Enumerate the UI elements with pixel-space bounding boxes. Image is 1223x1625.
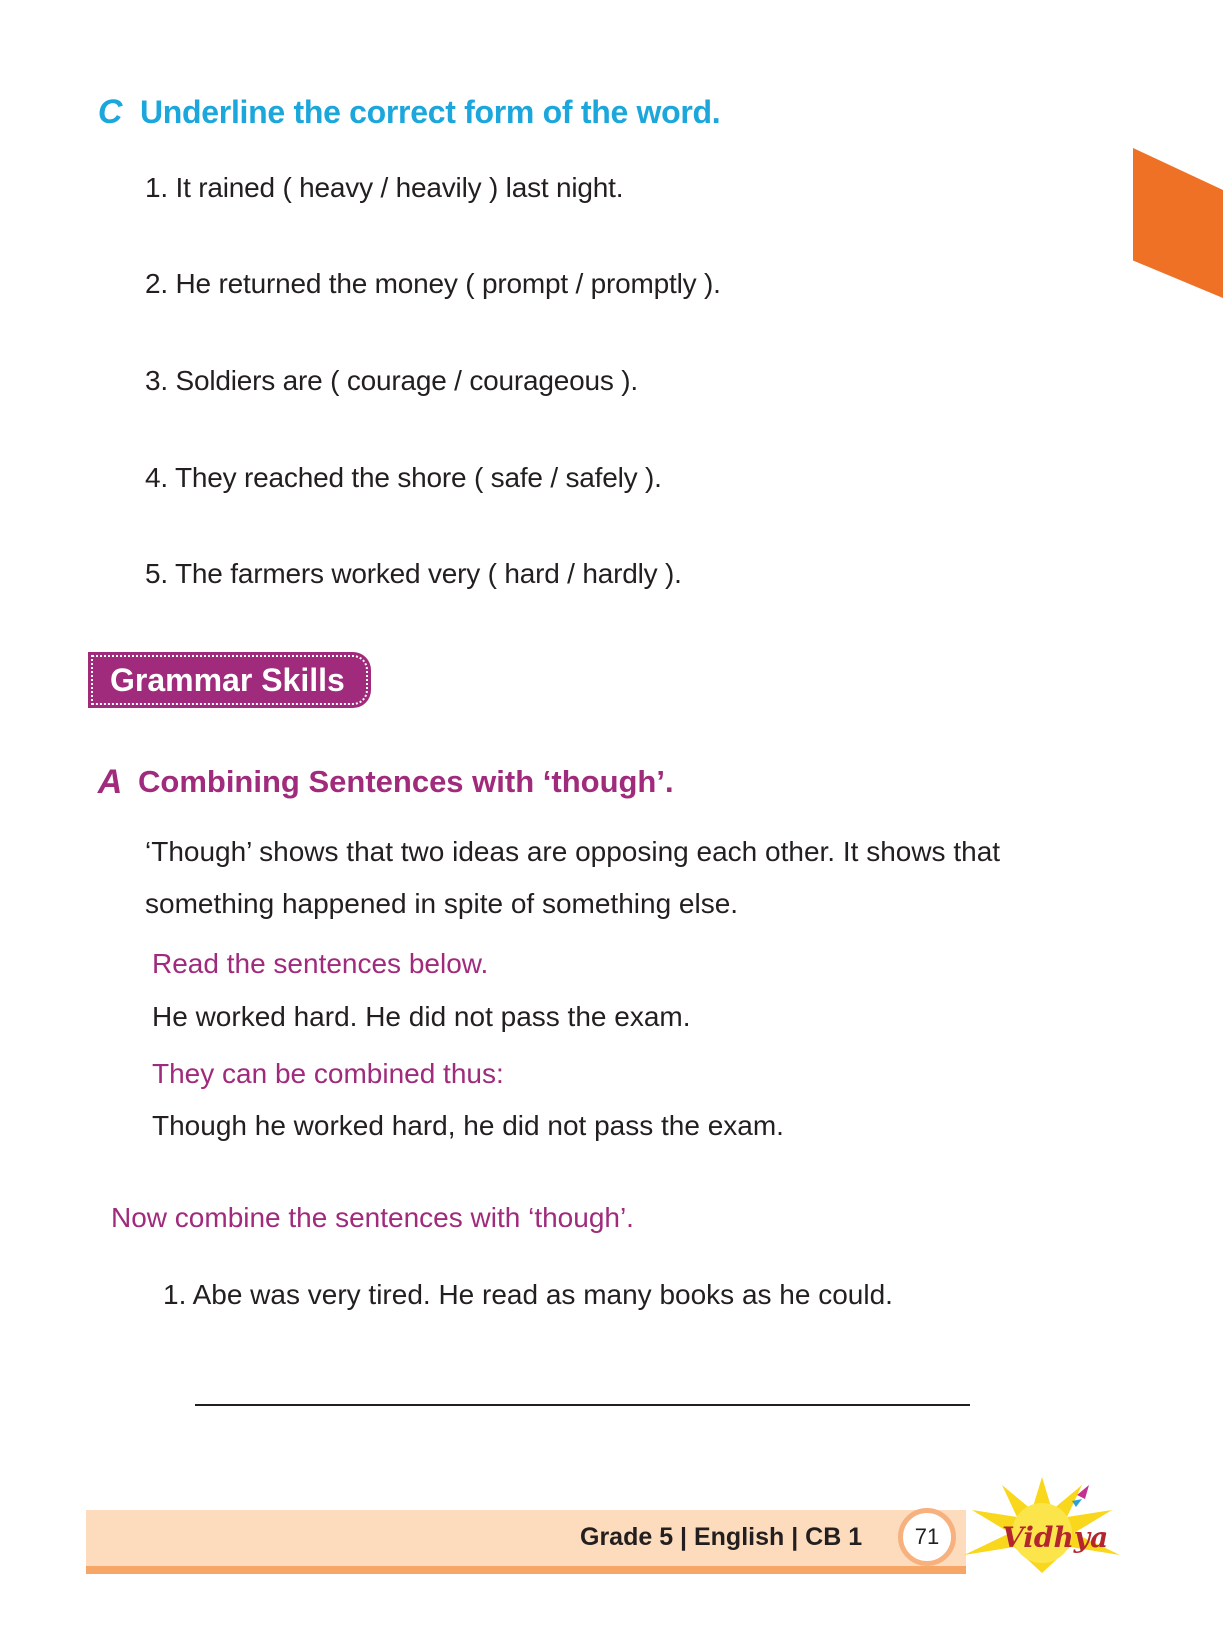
section-a-title: Combining Sentences with ‘though’. (138, 764, 674, 799)
page-number-label: 71 (914, 1524, 940, 1549)
read-label: Read the sentences below. (152, 948, 489, 979)
orange-page-tab (1133, 148, 1223, 298)
combined-sentence: Though he worked hard, he did not pass the exam. (152, 1110, 784, 1141)
instruction-text: Now combine the sentences with ‘though’. (111, 1202, 634, 1233)
section-a-heading (90, 762, 674, 802)
section-c-title: Underline the correct form of the word. (140, 93, 721, 130)
footer-text: Grade 5 | English | CB 1 (580, 1523, 863, 1551)
explanation-paragraph: ‘Though’ shows that two ideas are opposing each other. It shows that something happened in spite of something else. (145, 836, 1001, 919)
page-number (898, 1508, 956, 1566)
question-item: 3. Soldiers are ( courage / courageous ). (145, 365, 638, 396)
question-item: 5. The farmers worked very ( hard / hardly ). (145, 558, 682, 589)
letter-c-badge-icon: C (97, 92, 123, 131)
letter-a-badge-icon: A (97, 762, 123, 801)
exercise-item: 1. Abe was very tired. He read as many books as he could. (163, 1279, 893, 1310)
grammar-skills-label: Grammar Skills (110, 661, 345, 698)
vidhya-logo (962, 1475, 1122, 1575)
logo-text: Vidhya (1002, 1521, 1109, 1554)
combined-label: They can be combined thus: (152, 1058, 504, 1089)
answer-line[interactable] (195, 1404, 970, 1406)
example-sentences: He worked hard. He did not pass the exam. (152, 1001, 691, 1032)
question-item: 1. It rained ( heavy / heavily ) last night. (145, 172, 624, 203)
section-c-heading (90, 92, 720, 132)
question-item: 2. He returned the money ( prompt / promptly ). (145, 268, 721, 299)
grammar-skills-banner (88, 652, 371, 708)
question-item: 4. They reached the shore ( safe / safely ). (145, 462, 662, 493)
